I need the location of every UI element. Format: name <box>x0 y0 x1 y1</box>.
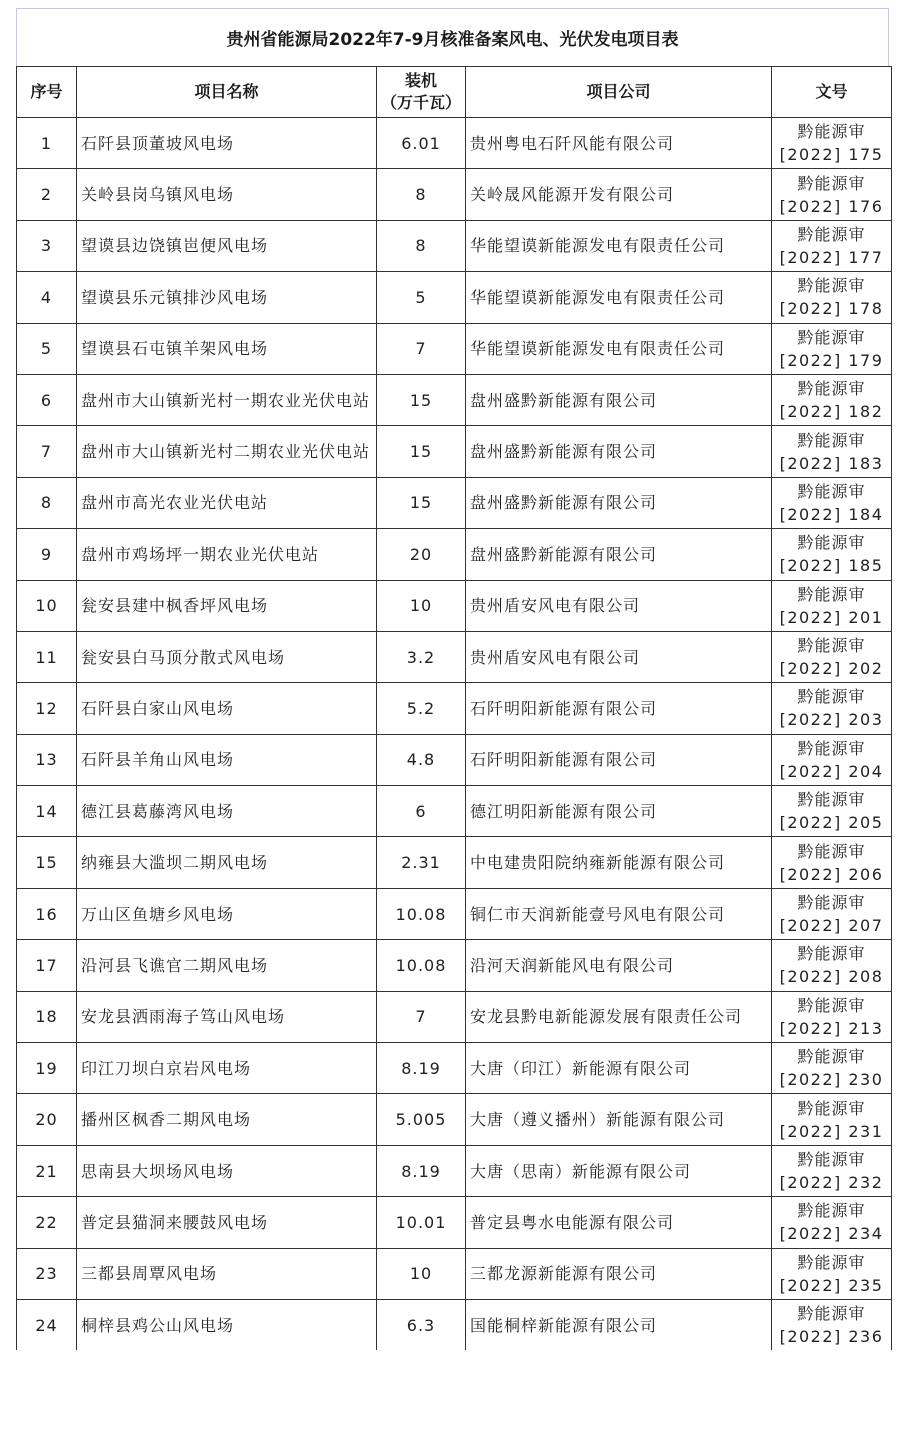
document-number-code: [2022] 203 <box>779 710 884 730</box>
document-number-prefix: 黔能源审 <box>797 379 866 399</box>
company-name: 石阡明阳新能源有限公司 <box>466 683 772 734</box>
document-number-code: [2022] 183 <box>779 453 884 473</box>
table-row <box>17 837 892 888</box>
document-number-prefix: 黔能源审 <box>797 636 866 656</box>
table-row <box>17 631 892 682</box>
document-number-prefix: 黔能源审 <box>797 841 866 861</box>
capacity-value: 20 <box>377 529 466 580</box>
capacity-value: 7 <box>377 991 466 1042</box>
capacity-value: 6.3 <box>377 1299 466 1350</box>
project-name: 盘州市大山镇新光村二期农业光伏电站 <box>77 426 377 477</box>
document-number-code: [2022] 201 <box>779 607 884 627</box>
project-name: 望谟县石屯镇羊架风电场 <box>77 323 377 374</box>
project-name: 万山区鱼塘乡风电场 <box>77 888 377 939</box>
row-number: 19 <box>17 1043 77 1094</box>
table-row <box>17 220 892 271</box>
document-number-code: [2022] 236 <box>779 1327 884 1347</box>
document-number <box>772 323 892 374</box>
document-number-prefix: 黔能源审 <box>797 995 866 1015</box>
table-row <box>17 118 892 169</box>
project-name: 盘州市大山镇新光村一期农业光伏电站 <box>77 374 377 425</box>
document-number-prefix: 黔能源审 <box>797 584 866 604</box>
document-number-prefix: 黔能源审 <box>797 687 866 707</box>
document-number-prefix: 黔能源审 <box>797 430 866 450</box>
project-name: 望谟县边饶镇岜便风电场 <box>77 220 377 271</box>
document-number <box>772 888 892 939</box>
row-number: 11 <box>17 631 77 682</box>
document-number-code: [2022] 205 <box>779 813 884 833</box>
row-number: 7 <box>17 426 77 477</box>
row-number: 3 <box>17 220 77 271</box>
document-number <box>772 940 892 991</box>
capacity-value: 15 <box>377 374 466 425</box>
document-number <box>772 118 892 169</box>
capacity-value: 10 <box>377 1248 466 1299</box>
capacity-value: 15 <box>377 426 466 477</box>
table-row <box>17 786 892 837</box>
document-number-prefix: 黔能源审 <box>797 1150 866 1169</box>
project-name: 普定县猫洞来腰鼓风电场 <box>77 1197 377 1248</box>
document-number-code: [2022] 208 <box>779 967 884 987</box>
table-row <box>17 529 892 580</box>
company-name: 三都龙源新能源有限公司 <box>466 1248 772 1299</box>
header-capacity <box>377 67 466 118</box>
document-number-code: [2022] 232 <box>779 1173 884 1192</box>
table-row <box>17 272 892 323</box>
table-row <box>17 374 892 425</box>
row-number: 18 <box>17 991 77 1042</box>
document-number <box>772 272 892 323</box>
document-number-prefix: 黔能源审 <box>797 1304 866 1324</box>
capacity-value: 6 <box>377 786 466 837</box>
capacity-value: 10 <box>377 580 466 631</box>
document-number <box>772 477 892 528</box>
row-number: 24 <box>17 1299 77 1350</box>
document-number <box>772 1299 892 1350</box>
document-number-prefix: 黔能源审 <box>797 790 866 810</box>
document-number <box>772 631 892 682</box>
row-number: 16 <box>17 888 77 939</box>
table-row <box>17 734 892 785</box>
document-number-code: [2022] 206 <box>779 864 884 884</box>
row-number: 14 <box>17 786 77 837</box>
document-number-code: [2022] 234 <box>779 1224 884 1244</box>
document-number-prefix: 黔能源审 <box>797 1201 866 1221</box>
document-number-code: [2022] 177 <box>779 247 884 267</box>
document-number <box>772 426 892 477</box>
document-number-prefix: 黔能源审 <box>797 481 866 501</box>
company-name: 国能桐梓新能源有限公司 <box>466 1299 772 1350</box>
document-number-code: [2022] 182 <box>779 402 884 422</box>
document-number-code: [2022] 207 <box>779 916 884 936</box>
project-name: 盘州市鸡场坪一期农业光伏电站 <box>77 529 377 580</box>
project-name: 三都县周覃风电场 <box>77 1248 377 1299</box>
header-capacity-line1: 装机 <box>404 71 437 90</box>
row-number: 15 <box>17 837 77 888</box>
page-bottom-space <box>0 1350 907 1431</box>
company-name: 贵州盾安风电有限公司 <box>466 631 772 682</box>
document-number-prefix: 黔能源审 <box>797 1098 866 1118</box>
table-row <box>17 940 892 991</box>
table-row <box>17 426 892 477</box>
document-number <box>772 220 892 271</box>
table-row <box>17 169 892 220</box>
document-number-code: [2022] 213 <box>779 1018 884 1038</box>
document-number <box>772 169 892 220</box>
capacity-value: 3.2 <box>377 631 466 682</box>
project-name: 思南县大坝场风电场 <box>77 1145 377 1196</box>
table-row <box>17 1248 892 1299</box>
row-number: 8 <box>17 477 77 528</box>
document-number <box>772 683 892 734</box>
document-number-code: [2022] 184 <box>779 504 884 524</box>
document-number-prefix: 黔能源审 <box>797 327 866 347</box>
document-number-code: [2022] 231 <box>779 1121 884 1141</box>
project-name: 播州区枫香二期风电场 <box>77 1094 377 1145</box>
capacity-value: 5.005 <box>377 1094 466 1145</box>
document-number-prefix: 黔能源审 <box>797 1047 866 1067</box>
document-number-code: [2022] 235 <box>779 1275 884 1295</box>
document-number <box>772 1197 892 1248</box>
company-name: 铜仁市天润新能壹号风电有限公司 <box>466 888 772 939</box>
row-number: 21 <box>17 1145 77 1196</box>
capacity-value: 4.8 <box>377 734 466 785</box>
row-number: 22 <box>17 1197 77 1248</box>
document-number-prefix: 黔能源审 <box>797 276 866 296</box>
company-name: 石阡明阳新能源有限公司 <box>466 734 772 785</box>
header-row <box>17 67 892 118</box>
document-number-prefix: 黔能源审 <box>797 1252 866 1272</box>
capacity-value: 6.01 <box>377 118 466 169</box>
project-name: 纳雍县大滥坝二期风电场 <box>77 837 377 888</box>
row-number: 5 <box>17 323 77 374</box>
document-number <box>772 374 892 425</box>
document-number-code: [2022] 204 <box>779 761 884 781</box>
company-name: 盘州盛黔新能源有限公司 <box>466 374 772 425</box>
header-company: 项目公司 <box>466 67 772 118</box>
row-number: 6 <box>17 374 77 425</box>
document-number <box>772 1043 892 1094</box>
header-no: 序号 <box>17 67 77 118</box>
table-row <box>17 683 892 734</box>
capacity-value: 5 <box>377 272 466 323</box>
document-number-code: [2022] 178 <box>779 299 884 319</box>
capacity-value: 8.19 <box>377 1043 466 1094</box>
document-number-code: [2022] 176 <box>779 196 884 216</box>
project-name: 石阡县顶董坡风电场 <box>77 118 377 169</box>
document-number-prefix: 黔能源审 <box>797 122 866 142</box>
company-name: 贵州粤电石阡风能有限公司 <box>466 118 772 169</box>
project-table <box>16 66 892 1351</box>
company-name: 中电建贵阳院纳雍新能源有限公司 <box>466 837 772 888</box>
company-name: 华能望谟新能源发电有限责任公司 <box>466 220 772 271</box>
project-name: 望谟县乐元镇排沙风电场 <box>77 272 377 323</box>
row-number: 13 <box>17 734 77 785</box>
capacity-value: 8 <box>377 220 466 271</box>
document-number <box>772 991 892 1042</box>
capacity-value: 8 <box>377 169 466 220</box>
document-number-code: [2022] 185 <box>779 556 884 576</box>
document-number-prefix: 黔能源审 <box>797 224 866 244</box>
company-name: 盘州盛黔新能源有限公司 <box>466 529 772 580</box>
document-number <box>772 786 892 837</box>
document-number <box>772 734 892 785</box>
project-name: 瓮安县白马顶分散式风电场 <box>77 631 377 682</box>
capacity-value: 2.31 <box>377 837 466 888</box>
document-number-prefix: 黔能源审 <box>797 944 866 964</box>
project-name: 石阡县羊角山风电场 <box>77 734 377 785</box>
row-number: 17 <box>17 940 77 991</box>
capacity-value: 10.08 <box>377 940 466 991</box>
company-name: 华能望谟新能源发电有限责任公司 <box>466 323 772 374</box>
row-number: 4 <box>17 272 77 323</box>
table-row <box>17 1043 892 1094</box>
company-name: 贵州盾安风电有限公司 <box>466 580 772 631</box>
row-number: 2 <box>17 169 77 220</box>
company-name: 盘州盛黔新能源有限公司 <box>466 477 772 528</box>
capacity-value: 10.01 <box>377 1197 466 1248</box>
capacity-value: 7 <box>377 323 466 374</box>
project-name: 盘州市高光农业光伏电站 <box>77 477 377 528</box>
table-row <box>17 323 892 374</box>
company-name: 大唐（思南）新能源有限公司 <box>466 1145 772 1196</box>
document-number-prefix: 黔能源审 <box>797 893 866 913</box>
header-capacity-line2: （万千瓦） <box>381 93 462 112</box>
document-number <box>772 1145 892 1196</box>
document-number-code: [2022] 179 <box>779 350 884 370</box>
table-row <box>17 888 892 939</box>
row-number: 10 <box>17 580 77 631</box>
project-name: 沿河县飞谯官二期风电场 <box>77 940 377 991</box>
project-name: 关岭县岗乌镇风电场 <box>77 169 377 220</box>
document-number <box>772 529 892 580</box>
project-name: 桐梓县鸡公山风电场 <box>77 1299 377 1350</box>
company-name: 德江明阳新能源有限公司 <box>466 786 772 837</box>
document-number-code: [2022] 175 <box>779 145 884 165</box>
company-name: 华能望谟新能源发电有限责任公司 <box>466 272 772 323</box>
document-number-code: [2022] 230 <box>779 1070 884 1090</box>
company-name: 普定县粤水电能源有限公司 <box>466 1197 772 1248</box>
company-name: 大唐（印江）新能源有限公司 <box>466 1043 772 1094</box>
document-number <box>772 837 892 888</box>
company-name: 盘州盛黔新能源有限公司 <box>466 426 772 477</box>
company-name: 关岭晟风能源开发有限公司 <box>466 169 772 220</box>
table-row <box>17 1197 892 1248</box>
table-row <box>17 477 892 528</box>
project-name: 瓮安县建中枫香坪风电场 <box>77 580 377 631</box>
project-name: 印江刀坝白京岩风电场 <box>77 1043 377 1094</box>
row-number: 23 <box>17 1248 77 1299</box>
document-number <box>772 1248 892 1299</box>
table-row <box>17 1145 892 1196</box>
header-doc: 文号 <box>772 67 892 118</box>
table-title: 贵州省能源局2022年7-9月核准备案风电、光伏发电项目表 <box>16 8 889 66</box>
table-row <box>17 1094 892 1145</box>
table-row <box>17 1299 892 1350</box>
row-number: 12 <box>17 683 77 734</box>
row-number: 9 <box>17 529 77 580</box>
header-name: 项目名称 <box>77 67 377 118</box>
row-number: 20 <box>17 1094 77 1145</box>
row-number: 1 <box>17 118 77 169</box>
project-name: 安龙县洒雨海子笃山风电场 <box>77 991 377 1042</box>
table-row <box>17 991 892 1042</box>
document-number <box>772 1094 892 1145</box>
company-name: 大唐（遵义播州）新能源有限公司 <box>466 1094 772 1145</box>
document-number <box>772 580 892 631</box>
project-name: 石阡县白家山风电场 <box>77 683 377 734</box>
table-row <box>17 580 892 631</box>
document-number-prefix: 黔能源审 <box>797 173 866 193</box>
company-name: 安龙县黔电新能源发展有限责任公司 <box>466 991 772 1042</box>
document-number-code: [2022] 202 <box>779 659 884 679</box>
project-name: 德江县葛藤湾风电场 <box>77 786 377 837</box>
capacity-value: 15 <box>377 477 466 528</box>
capacity-value: 8.19 <box>377 1145 466 1196</box>
document-number-prefix: 黔能源审 <box>797 738 866 758</box>
capacity-value: 10.08 <box>377 888 466 939</box>
capacity-value: 5.2 <box>377 683 466 734</box>
document-number-prefix: 黔能源审 <box>797 533 866 553</box>
company-name: 沿河天润新能风电有限公司 <box>466 940 772 991</box>
